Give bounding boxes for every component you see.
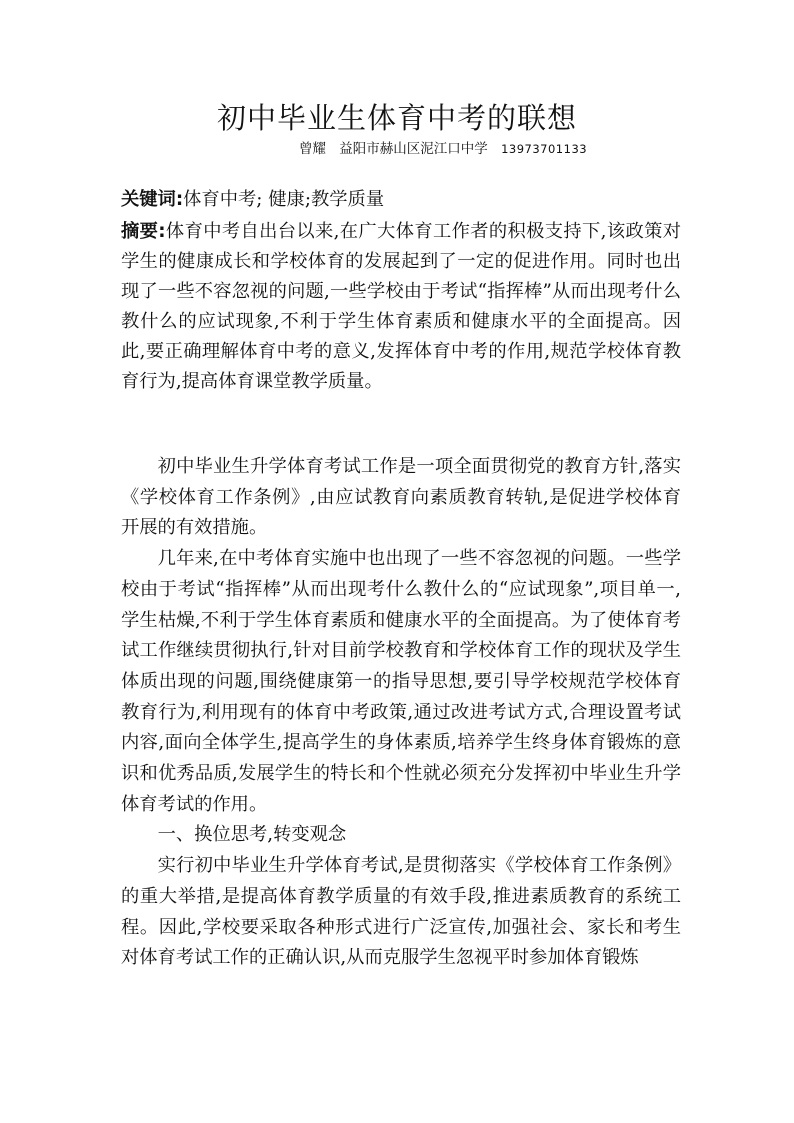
body-paragraph: 几年来,在中考体育实施中也出现了一些不容忽视的问题。一些学校由于考试“指挥棒”从而出现考什么教什么的“应试现象”,项目单一,学生枯燥,不利于学生体育素质和健康水平的全面提高。为了使体育考试工作继续贯彻执行,针对目前学校教育和学校体育工作的现状及学生体质出现的问题,围绕健康第一的指导思想,要引导学校规范学校体育教育行为,利用现有的体育中考政策,通过改进考试方式,合理设置考试内容,面向全体学生,提高学生的身体素质,培养学生终身体育锻炼的意识和优秀品质,发展学生的特长和个性就必须充分发挥初中毕业生升学体育考试的作用。 <box>121 548 681 815</box>
abstract-section <box>121 217 681 397</box>
document-body <box>121 452 681 974</box>
keywords-label: 关键词: <box>121 189 184 210</box>
document-title: 初中毕业生体育中考的联想 <box>216 101 577 135</box>
section-heading: 一、换位思考,转变观念 <box>157 824 347 846</box>
abstract-text: 体育中考自出台以来,在广大体育工作者的积极支持下,该政策对学生的健康成长和学校体育的发展起到了一定的促进作用。同时也出现了一些不容忽视的问题,一些学校由于考试“指挥棒”从而出现考什么教什么的应试现象,不利于学生体育素质和健康水平的全面提高。因此,要正确理解体育中考的意义,发挥体育中考的作用,规范学校体育教育行为,提高体育课堂教学质量。 <box>121 221 681 392</box>
author-school: 益阳市赫山区泥江口中学 <box>339 141 488 157</box>
author-name: 曾耀 <box>299 141 326 157</box>
keywords-text: 体育中考; 健康;教学质量 <box>183 189 385 210</box>
abstract-label: 摘要: <box>121 221 166 242</box>
body-paragraph: 初中毕业生升学体育考试工作是一项全面贯彻党的教育方针,落实《学校体育工作条例》,由应试教育向素质教育转轨,是促进学校体育开展的有效措施。 <box>121 456 681 539</box>
body-paragraph: 实行初中毕业生升学体育考试,是贯彻落实《学校体育工作条例》的重大举措,是提高体育教学质量的有效手段,推进素质教育的系统工程。因此,学校要采取各种形式进行广泛宣传,加强社会、家长和考生对体育考试工作的正确认识,从而克服学生忽视平时参加体育锻炼 <box>121 855 681 969</box>
author-phone: 13973701133 <box>501 142 588 156</box>
keywords-section <box>121 185 681 215</box>
author-line <box>299 139 596 159</box>
